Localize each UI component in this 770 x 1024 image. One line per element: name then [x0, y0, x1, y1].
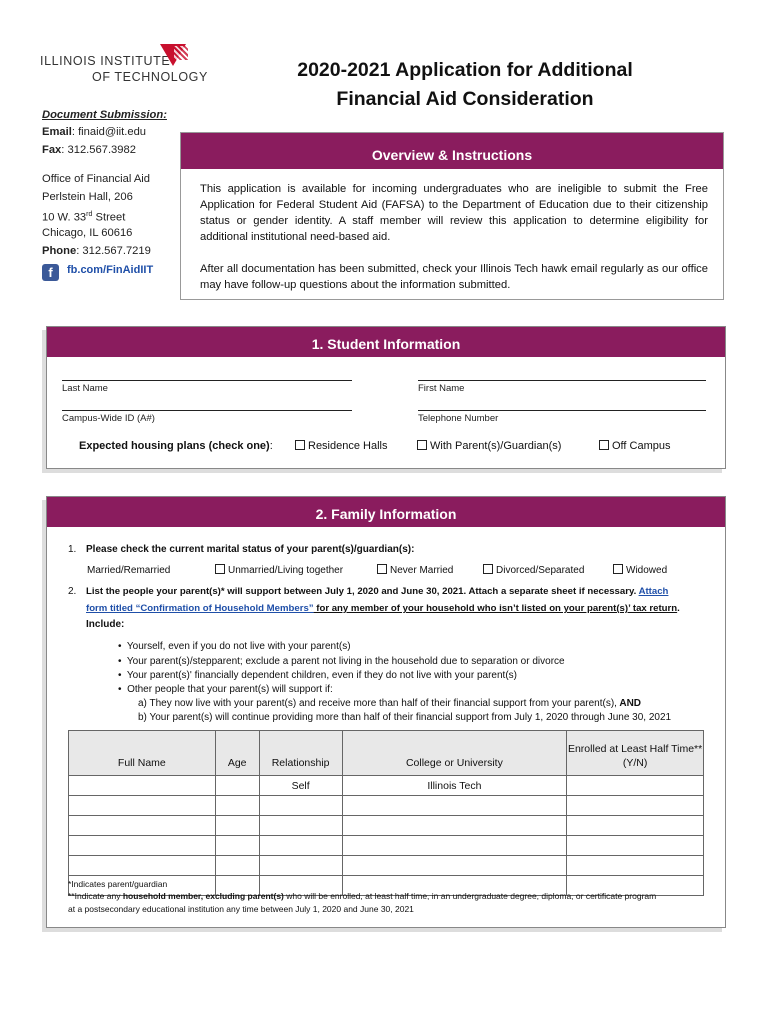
status-married: Married/Remarried — [87, 565, 171, 576]
table-header-row — [69, 731, 704, 776]
attach-link[interactable]: Attach — [638, 586, 669, 597]
document-submission-label: Document Submission: — [42, 109, 167, 121]
office-hall: Perlstein Hall, 206 — [42, 191, 133, 203]
status-never-married[interactable]: Never Married — [377, 563, 453, 578]
status-unmarried[interactable]: Unmarried/Living together — [215, 563, 343, 578]
bullet-item: • Other people that your parent(s) will support if: — [118, 684, 333, 695]
question-1-text: Please check the current marital status of your parent(s)/guardian(s): — [86, 544, 415, 555]
cell-enrolled[interactable] — [567, 776, 704, 796]
confirmation-form-link[interactable]: form titled “Confirmation of Household Members” — [86, 603, 314, 614]
header-enrolled: Enrolled at Least Half Time** (Y/N) — [567, 731, 704, 776]
first-name-label: First Name — [418, 383, 465, 394]
header-full-name: Full Name — [69, 731, 216, 776]
question-2-line-1: List the people your parent(s)* will support between July 1, 2020 and June 30, 2021. Attach a separate sheet if necessary. Attach — [86, 586, 669, 597]
footnote-2: **Indicate any household member, excluding parent(s) who will be enrolled, at least half time, in an undergraduate degree, diploma, or certificate program — [68, 891, 657, 901]
table-row — [69, 856, 704, 876]
fax-value: : 312.567.3982 — [61, 144, 136, 156]
phone-value: : 312.567.7219 — [76, 245, 151, 257]
checkbox[interactable] — [215, 564, 225, 574]
table-row — [69, 776, 704, 796]
overview-paragraph-2: After all documentation has been submitted, check your Illinois Tech hawk email regularly as our office may have follow-up questions about the information submitted. — [200, 263, 708, 291]
question-2-number: 2. — [68, 586, 77, 597]
logo-line-2: OF TECHNOLOGY — [92, 70, 208, 84]
title-line-1: 2020-2021 Application for Additional — [297, 59, 633, 81]
cwid-field[interactable] — [62, 410, 352, 411]
bullet-item: • Your parent(s)' financially dependent children, even if they do not live with your parent(s) — [118, 670, 517, 681]
fax-line — [42, 141, 136, 159]
header-age: Age — [215, 731, 259, 776]
checkbox[interactable] — [483, 564, 493, 574]
overview-heading: Overview & Instructions — [181, 133, 723, 169]
table-row — [69, 796, 704, 816]
status-divorced[interactable]: Divorced/Separated — [483, 563, 584, 578]
telephone-label: Telephone Number — [418, 413, 499, 424]
telephone-field[interactable] — [418, 410, 706, 411]
header-college: College or University — [342, 731, 567, 776]
checkbox[interactable] — [295, 440, 305, 450]
footnote-3: at a postsecondary educational institution any time between July 1, 2020 and June 30, 2021 — [68, 904, 414, 914]
cell-college: Illinois Tech — [342, 776, 567, 796]
logo-pattern-icon — [174, 46, 188, 60]
checkbox[interactable] — [613, 564, 623, 574]
footnote-1: *Indicates parent/guardian — [68, 879, 168, 889]
housing-plans-label: Expected housing plans (check one): — [79, 440, 273, 452]
cell-full-name[interactable] — [69, 776, 216, 796]
bullet-item: • Yourself, even if you do not live with your parent(s) — [118, 641, 351, 652]
header-relationship: Relationship — [259, 731, 342, 776]
checkbox[interactable] — [417, 440, 427, 450]
housing-option-off-campus[interactable]: Off Campus — [599, 440, 671, 452]
sub-item-a: a) They now live with your parent(s) and receive more than half of their financial support from your parent(s), AND — [138, 698, 642, 709]
table-row — [69, 816, 704, 836]
include-label: Include: — [86, 619, 125, 630]
office-name: Office of Financial Aid — [42, 173, 150, 185]
checkbox[interactable] — [377, 564, 387, 574]
question-1-number: 1. — [68, 544, 77, 555]
facebook-link[interactable]: fb.com/FinAidIIT — [67, 264, 154, 276]
cell-relationship: Self — [259, 776, 342, 796]
office-city: Chicago, IL 60616 — [42, 227, 133, 239]
page-title — [250, 56, 680, 114]
email-label: Email — [42, 126, 72, 138]
email-value[interactable]: : finaid@iit.edu — [71, 126, 147, 138]
iit-logo — [40, 44, 215, 88]
family-info-heading: 2. Family Information — [47, 497, 725, 527]
student-info-heading: 1. Student Information — [47, 327, 725, 357]
office-street: 10 W. 33rd Street — [42, 211, 126, 224]
last-name-label: Last Name — [62, 383, 108, 394]
checkbox[interactable] — [599, 440, 609, 450]
first-name-field[interactable] — [418, 380, 706, 381]
housing-option-with-parents[interactable]: With Parent(s)/Guardian(s) — [417, 440, 561, 452]
table-row — [69, 836, 704, 856]
last-name-field[interactable] — [62, 380, 352, 381]
logo-line-1: ILLINOIS INSTITUTE — [40, 54, 171, 68]
household-members-table — [68, 730, 704, 896]
facebook-icon[interactable]: f — [42, 264, 59, 281]
status-widowed[interactable]: Widowed — [613, 563, 667, 578]
email-line — [42, 123, 146, 141]
overview-paragraph-1: This application is available for incoming undergraduates who are ineligible to submit the Free Application for Federal Student Aid (FAFSA) to the Department of Education due to their citizenship status or gender identity. A staff member will review this application to determine eligibility for additional institutional need-based aid. — [200, 183, 708, 243]
cell-age[interactable] — [215, 776, 259, 796]
housing-option-residence-halls[interactable]: Residence Halls — [295, 440, 387, 452]
fax-label: Fax — [42, 144, 62, 156]
title-line-2: Financial Aid Consideration — [336, 88, 594, 110]
bullet-item: • Your parent(s)/stepparent; exclude a parent not living in the household due to separation or divorce — [118, 656, 565, 667]
question-2-line-2: form titled “Confirmation of Household Members” for any member of your household who isn’t listed on your parent(s)’ tax return. — [86, 603, 680, 614]
cwid-label: Campus-Wide ID (A#) — [62, 413, 155, 424]
overview-box — [180, 132, 724, 300]
phone-line — [42, 242, 151, 260]
sub-item-b: b) Your parent(s) will continue providing more than half of their financial support from July 1, 2020 through June 30, 2021 — [138, 712, 672, 723]
phone-label: Phone — [42, 245, 77, 257]
